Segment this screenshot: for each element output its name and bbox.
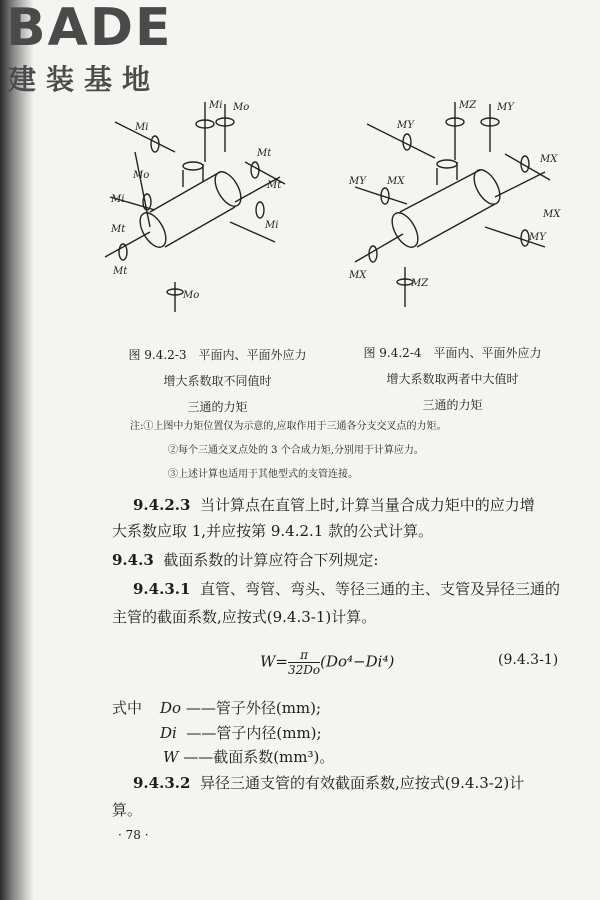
page-number: · 78 · [118, 828, 149, 842]
label-Mo-2: Mo [133, 170, 150, 181]
label-MZ-1: MZ [459, 100, 477, 111]
paragraph-line [112, 521, 433, 541]
note-1: 注:①上图中力矩位置仅为示意的,应取作用于三通各分支交叉点的力矩。 [130, 421, 447, 432]
definition-Di [160, 722, 322, 743]
label-Mi-4: Mi [265, 220, 279, 231]
formula-9-4-3-1 [260, 648, 394, 677]
label-MX-1: MX [540, 154, 558, 165]
paragraph-line [112, 607, 376, 627]
paragraph-9-4-3-2 [133, 773, 524, 793]
def-symbol: Di [160, 724, 177, 742]
label-MX-4: MX [349, 270, 367, 281]
formula-fraction [288, 648, 320, 677]
caption-right-line-1: 图 9.4.2-4 平面内、平面外应力 [363, 346, 542, 360]
logo-main-text: BADE [6, 0, 173, 58]
definitions-lead: 式中 [112, 699, 143, 717]
formula-lhs: W= [260, 652, 288, 671]
label-MY-3: MY [349, 176, 366, 187]
paragraph-line [112, 800, 142, 820]
label-MZ-2: MZ [411, 278, 429, 289]
note-2: ②每个三通交叉点处的 3 个合成力矩,分别用于计算应力。 [168, 445, 424, 456]
caption-left-line-1: 图 9.4.2-3 平面内、平面外应力 [128, 348, 307, 362]
def-desc: ——截面系数(mm³)。 [183, 748, 335, 766]
label-MX-2: MX [387, 176, 405, 187]
figure-caption-left [110, 342, 325, 420]
label-MX-3: MX [543, 209, 561, 220]
label-Mi-3: Mi [111, 194, 125, 205]
formula-denominator: 32Do [288, 663, 321, 677]
figure-tee-moments-left [95, 92, 295, 317]
clause-number: 9.4.3 [112, 551, 154, 569]
label-Mt-3: Mt [111, 224, 126, 235]
paragraph-9-4-3 [112, 550, 378, 570]
label-MY-4: MY [529, 232, 546, 243]
definition-W [163, 746, 334, 767]
label-Mt-2: Mt [267, 180, 282, 191]
clause-text: 当计算点在直管上时,计算当量合成力矩中的应力增 [199, 496, 535, 514]
clause-number: 9.4.3.1 [133, 580, 191, 598]
watermark-logo [6, 0, 181, 96]
note-3: ③上述计算也适用于其他型式的支管连接。 [168, 469, 358, 480]
label-Mi-2: Mi [135, 122, 149, 133]
formula-rhs: (Do⁴−Di⁴) [320, 652, 395, 671]
book-spine-shadow [0, 0, 34, 900]
figure-caption-right [345, 340, 560, 418]
caption-left-line-3: 三通的力矩 [187, 400, 248, 414]
clause-number: 9.4.2.3 [133, 496, 191, 514]
label-MY-1: MY [497, 102, 514, 113]
label-Mo-3: Mo [183, 290, 200, 301]
paragraph-9-4-3-1 [133, 579, 560, 599]
clause-text: 直管、弯管、弯头、等径三通的主、支管及异径三通的 [199, 580, 560, 598]
label-MY-2: MY [397, 120, 414, 131]
clause-text: 异径三通支管的有效截面系数,应按式(9.4.3-2)计 [199, 774, 525, 792]
caption-left-line-2: 增大系数取不同值时 [163, 374, 272, 388]
clause-text: 截面系数的计算应符合下列规定: [163, 551, 379, 569]
def-desc: ——管子外径(mm); [185, 699, 322, 717]
clause-text: 算。 [112, 801, 143, 819]
figure-tee-moments-right [345, 92, 565, 317]
label-Mi-1: Mi [209, 100, 223, 111]
caption-right-line-2: 增大系数取两者中大值时 [386, 372, 519, 386]
formula-number: (9.4.3-1) [498, 652, 559, 668]
formula-numerator: π [288, 648, 320, 663]
logo-sub-text: 建装基地 [8, 63, 161, 96]
clause-text: 大系数应取 1,并应按第 9.4.2.1 款的公式计算。 [112, 522, 434, 540]
def-symbol: Do [160, 699, 182, 717]
clause-number: 9.4.3.2 [133, 774, 191, 792]
def-desc: ——管子内径(mm); [186, 724, 322, 742]
label-Mt-1: Mt [257, 148, 272, 159]
def-symbol: W [163, 748, 179, 766]
caption-right-line-3: 三通的力矩 [422, 398, 483, 412]
label-Mo-1: Mo [233, 102, 250, 113]
label-Mt-4: Mt [113, 266, 128, 277]
definition-Do [160, 697, 321, 718]
clause-text: 主管的截面系数,应按式(9.4.3-1)计算。 [112, 608, 377, 626]
paragraph-9-4-2-3 [133, 495, 535, 515]
